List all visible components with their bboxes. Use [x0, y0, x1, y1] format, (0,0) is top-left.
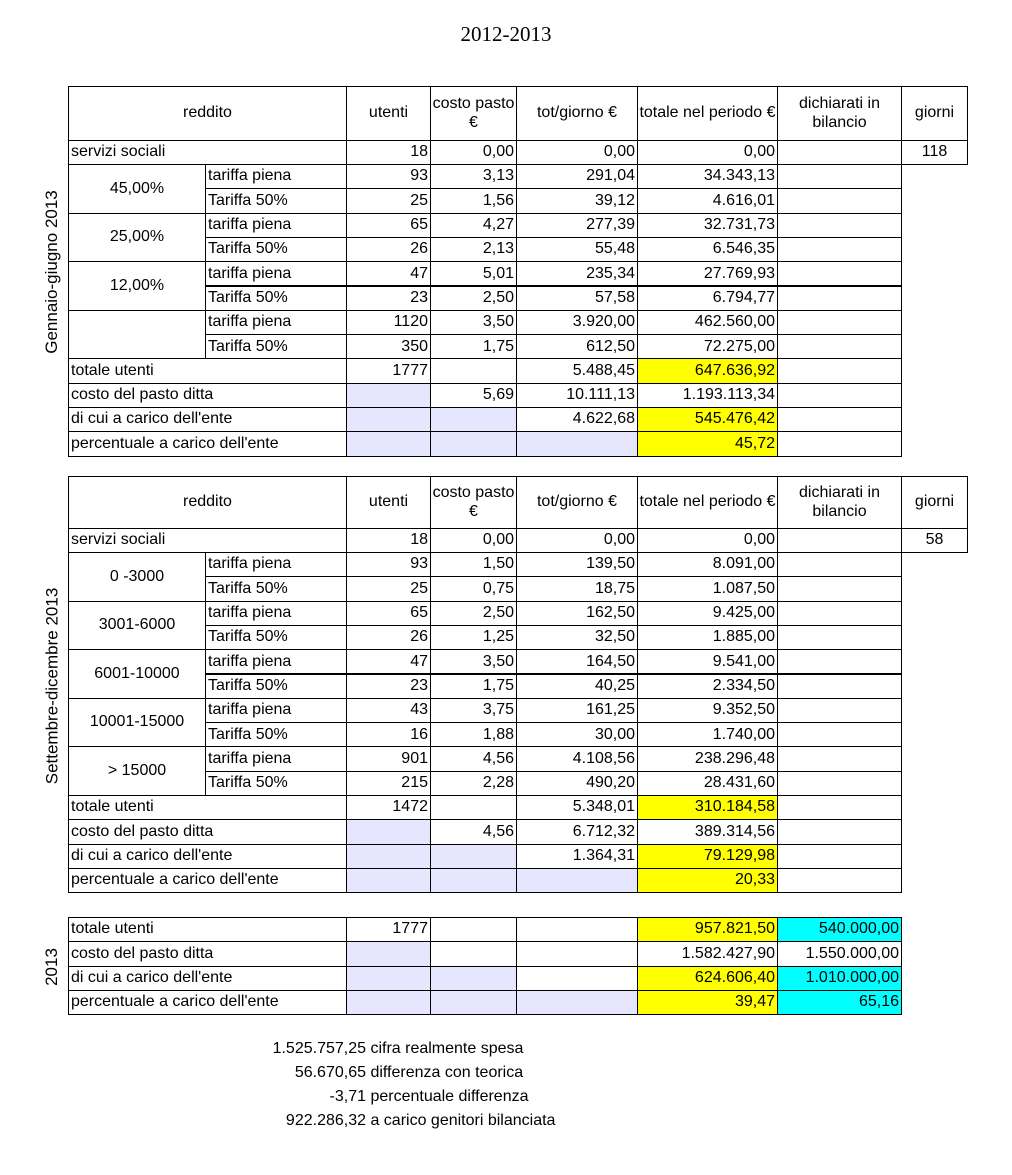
servizi-costo: 0,00	[430, 528, 517, 553]
section-label-settembre-dicembre: Settembre-dicembre 2013	[41, 587, 61, 785]
costo-ditta-dichiarati	[777, 383, 902, 408]
page-title: 2012-2013	[460, 22, 552, 46]
row-costo: 0,75	[430, 576, 517, 601]
row-tot: 612,50	[516, 334, 638, 359]
costo-ditta-utenti	[346, 941, 431, 966]
row-costo: 2,50	[430, 601, 517, 626]
totale-tot: 5.488,45	[516, 358, 638, 383]
percentuale-tot	[516, 990, 638, 1015]
row-dichiarati	[777, 237, 902, 262]
costo-ditta-periodo: 389.314,56	[637, 819, 778, 844]
costo-ditta-utenti	[346, 383, 431, 408]
note-text: a carico genitori bilanciata	[366, 1112, 556, 1129]
row-tot: 139,50	[516, 552, 638, 577]
row-costo: 2,28	[430, 771, 517, 796]
row-dichiarati	[777, 164, 902, 189]
row-dichiarati	[777, 213, 902, 238]
row-tot: 4.108,56	[516, 746, 638, 771]
row-dichiarati	[777, 746, 902, 771]
income-group-label: 3001-6000	[68, 601, 206, 651]
totale-periodo: 647.636,92	[637, 358, 778, 383]
row-utenti: 93	[346, 164, 431, 189]
row-tot: 490,20	[516, 771, 638, 796]
percentuale-label: percentuale a carico dell'ente	[68, 990, 347, 1015]
income-group-label: 45,00%	[68, 164, 206, 214]
row-periodo: 1.885,00	[637, 625, 778, 650]
row-utenti: 23	[346, 674, 431, 699]
carico-ente-label: di cui a carico dell'ente	[68, 407, 347, 432]
row-dichiarati	[777, 286, 902, 311]
totale-dichiarati	[777, 358, 902, 383]
row-tot: 55,48	[516, 237, 638, 262]
totale-utenti: 1777	[346, 358, 431, 383]
percentuale-costo	[430, 868, 517, 893]
row-costo: 1,25	[430, 625, 517, 650]
carico-utenti	[346, 844, 431, 869]
summary-note	[66, 1064, 523, 1082]
header-dichiarati: dichiarati in bilancio	[777, 476, 902, 529]
servizi-periodo: 0,00	[637, 528, 778, 553]
row-tot: 40,25	[516, 674, 638, 699]
header-reddito: reddito	[68, 476, 347, 529]
tariff-type: Tariffa 50%	[205, 188, 347, 213]
header-totale-periodo: totale nel periodo €	[637, 86, 778, 141]
row-tot: 18,75	[516, 576, 638, 601]
costo-ditta-tot: 6.712,32	[516, 819, 638, 844]
costo-ditta-dichiarati	[777, 819, 902, 844]
costo-ditta-utenti	[346, 819, 431, 844]
costo-ditta-label: costo del pasto ditta	[68, 941, 347, 966]
income-group-label: 25,00%	[68, 213, 206, 263]
costo-ditta-label: costo del pasto ditta	[68, 819, 347, 844]
row-utenti: 215	[346, 771, 431, 796]
tariff-type: Tariffa 50%	[205, 576, 347, 601]
note-text: percentuale differenza	[366, 1088, 529, 1105]
costo-ditta-tot	[516, 941, 638, 966]
row-utenti: 47	[346, 261, 431, 286]
row-dichiarati	[777, 649, 902, 674]
section-label-2013: 2013	[41, 948, 61, 986]
costo-ditta-periodo: 1.193.113,34	[637, 383, 778, 408]
row-periodo: 27.769,93	[637, 261, 778, 286]
carico-periodo: 545.476,42	[637, 407, 778, 432]
servizi-sociali-label: servizi sociali	[68, 528, 347, 553]
carico-ente-label: di cui a carico dell'ente	[68, 966, 347, 991]
carico-ente-costo	[430, 966, 517, 991]
totale-costo	[430, 795, 517, 820]
row-tot: 235,34	[516, 261, 638, 286]
tariff-type: Tariffa 50%	[205, 674, 347, 699]
row-costo: 3,75	[430, 698, 517, 723]
percentuale-dichiarati	[777, 868, 902, 893]
header-reddito: reddito	[68, 86, 347, 141]
row-utenti: 23	[346, 286, 431, 311]
row-utenti: 25	[346, 188, 431, 213]
servizi-sociali-label: servizi sociali	[68, 140, 347, 165]
row-costo: 3,13	[430, 164, 517, 189]
tariff-type: tariffa piena	[205, 164, 347, 189]
carico-dichiarati	[777, 407, 902, 432]
note-text: cifra realmente spesa	[366, 1040, 524, 1057]
row-dichiarati	[777, 722, 902, 747]
row-dichiarati	[777, 188, 902, 213]
tariff-type: tariffa piena	[205, 698, 347, 723]
row-periodo: 6.546,35	[637, 237, 778, 262]
income-group-label: 10001-15000	[68, 698, 206, 748]
servizi-periodo: 0,00	[637, 140, 778, 165]
row-periodo: 34.343,13	[637, 164, 778, 189]
row-tot: 3.920,00	[516, 310, 638, 335]
costo-ditta-periodo: 1.582.427,90	[637, 941, 778, 966]
servizi-dichiarati	[777, 528, 902, 553]
row-utenti: 26	[346, 237, 431, 262]
row-costo: 5,01	[430, 261, 517, 286]
servizi-tot: 0,00	[516, 528, 638, 553]
section-label-gennaio-giugno: Gennaio-giugno 2013	[41, 190, 61, 354]
row-utenti: 350	[346, 334, 431, 359]
row-costo: 1,50	[430, 552, 517, 577]
servizi-costo: 0,00	[430, 140, 517, 165]
row-utenti: 1120	[346, 310, 431, 335]
row-costo: 1,75	[430, 674, 517, 699]
totale-utenti-utenti: 1777	[346, 917, 431, 942]
carico-periodo: 79.129,98	[637, 844, 778, 869]
servizi-tot: 0,00	[516, 140, 638, 165]
percentuale-costo	[430, 990, 517, 1015]
row-dichiarati	[777, 576, 902, 601]
summary-note	[66, 1112, 555, 1130]
row-tot: 277,39	[516, 213, 638, 238]
row-costo: 2,50	[430, 286, 517, 311]
tariff-type: Tariffa 50%	[205, 625, 347, 650]
row-utenti: 47	[346, 649, 431, 674]
income-group-label: 12,00%	[68, 261, 206, 311]
row-dichiarati	[777, 771, 902, 796]
row-dichiarati	[777, 601, 902, 626]
row-utenti: 65	[346, 601, 431, 626]
row-periodo: 6.794,77	[637, 286, 778, 311]
servizi-utenti: 18	[346, 528, 431, 553]
row-costo: 4,27	[430, 213, 517, 238]
totale-periodo: 310.184,58	[637, 795, 778, 820]
summary-note	[66, 1040, 523, 1058]
servizi-utenti: 18	[346, 140, 431, 165]
percentuale-tot	[516, 868, 638, 893]
servizi-dichiarati	[777, 140, 902, 165]
row-periodo: 1.087,50	[637, 576, 778, 601]
carico-ente-label: di cui a carico dell'ente	[68, 844, 347, 869]
row-utenti: 901	[346, 746, 431, 771]
row-costo: 4,56	[430, 746, 517, 771]
row-periodo: 462.560,00	[637, 310, 778, 335]
summary-note	[66, 1088, 528, 1106]
row-periodo: 72.275,00	[637, 334, 778, 359]
note-value: 56.670,65	[294, 1064, 366, 1081]
income-group-label: 0 -3000	[68, 552, 206, 602]
tariff-type: tariffa piena	[205, 213, 347, 238]
row-tot: 32,50	[516, 625, 638, 650]
carico-ente-periodo: 624.606,40	[637, 966, 778, 991]
income-group-label	[68, 310, 206, 360]
header-giorni: giorni	[901, 86, 968, 141]
row-periodo: 238.296,48	[637, 746, 778, 771]
row-periodo: 32.731,73	[637, 213, 778, 238]
row-periodo: 2.334,50	[637, 674, 778, 699]
row-periodo: 4.616,01	[637, 188, 778, 213]
row-tot: 30,00	[516, 722, 638, 747]
percentuale-periodo: 20,33	[637, 868, 778, 893]
row-periodo: 1.740,00	[637, 722, 778, 747]
totale-tot: 5.348,01	[516, 795, 638, 820]
row-utenti: 43	[346, 698, 431, 723]
header-totale-periodo: totale nel periodo €	[637, 476, 778, 529]
tariff-type: tariffa piena	[205, 310, 347, 335]
row-costo: 1,75	[430, 334, 517, 359]
row-utenti: 26	[346, 625, 431, 650]
row-dichiarati	[777, 552, 902, 577]
tariff-type: tariffa piena	[205, 746, 347, 771]
carico-dichiarati	[777, 844, 902, 869]
row-costo: 3,50	[430, 649, 517, 674]
tariff-type: Tariffa 50%	[205, 334, 347, 359]
tariff-type: tariffa piena	[205, 601, 347, 626]
percentuale-costo	[430, 431, 517, 456]
row-utenti: 65	[346, 213, 431, 238]
totale-utenti-label: totale utenti	[68, 358, 347, 383]
row-dichiarati	[777, 261, 902, 286]
percentuale-periodo: 39,47	[637, 990, 778, 1015]
totale-utenti-tot	[516, 917, 638, 942]
row-costo: 1,88	[430, 722, 517, 747]
costo-ditta-dichiarati: 1.550.000,00	[777, 941, 902, 966]
header-tot-giorno: tot/giorno €	[516, 476, 638, 529]
percentuale-utenti	[346, 868, 431, 893]
totale-dichiarati	[777, 795, 902, 820]
tariff-type: Tariffa 50%	[205, 722, 347, 747]
row-dichiarati	[777, 698, 902, 723]
row-costo: 3,50	[430, 310, 517, 335]
carico-ente-utenti	[346, 966, 431, 991]
income-group-label: 6001-10000	[68, 649, 206, 699]
row-periodo: 28.431,60	[637, 771, 778, 796]
row-utenti: 93	[346, 552, 431, 577]
carico-costo	[430, 844, 517, 869]
header-utenti: utenti	[346, 86, 431, 141]
percentuale-utenti	[346, 990, 431, 1015]
tariff-type: tariffa piena	[205, 261, 347, 286]
header-utenti: utenti	[346, 476, 431, 529]
row-costo: 2,13	[430, 237, 517, 262]
row-periodo: 8.091,00	[637, 552, 778, 577]
note-value: 922.286,32	[285, 1112, 366, 1129]
percentuale-dichiarati: 65,16	[777, 990, 902, 1015]
note-value: -3,71	[329, 1088, 366, 1105]
percentuale-periodo: 45,72	[637, 431, 778, 456]
totale-utenti-dichiarati: 540.000,00	[777, 917, 902, 942]
row-dichiarati	[777, 334, 902, 359]
costo-ditta-costo: 4,56	[430, 819, 517, 844]
row-utenti: 25	[346, 576, 431, 601]
row-dichiarati	[777, 625, 902, 650]
row-periodo: 9.425,00	[637, 601, 778, 626]
tariff-type: tariffa piena	[205, 552, 347, 577]
carico-ente-dichiarati: 1.010.000,00	[777, 966, 902, 991]
totale-utenti-costo	[430, 917, 517, 942]
giorni-value: 118	[901, 140, 968, 165]
percentuale-label: percentuale a carico dell'ente	[68, 868, 347, 893]
totale-utenti: 1472	[346, 795, 431, 820]
header-dichiarati: dichiarati in bilancio	[777, 86, 902, 141]
costo-ditta-costo: 5,69	[430, 383, 517, 408]
costo-ditta-label: costo del pasto ditta	[68, 383, 347, 408]
percentuale-utenti	[346, 431, 431, 456]
totale-costo	[430, 358, 517, 383]
carico-tot: 1.364,31	[516, 844, 638, 869]
row-tot: 57,58	[516, 286, 638, 311]
row-dichiarati	[777, 674, 902, 699]
carico-ente-tot	[516, 966, 638, 991]
tariff-type: Tariffa 50%	[205, 286, 347, 311]
percentuale-label: percentuale a carico dell'ente	[68, 431, 347, 456]
carico-tot: 4.622,68	[516, 407, 638, 432]
row-utenti: 16	[346, 722, 431, 747]
carico-utenti	[346, 407, 431, 432]
row-tot: 161,25	[516, 698, 638, 723]
row-tot: 39,12	[516, 188, 638, 213]
header-costo-pasto: costo pasto €	[430, 476, 517, 529]
tariff-type: Tariffa 50%	[205, 237, 347, 262]
income-group-label: > 15000	[68, 746, 206, 796]
tariff-type: Tariffa 50%	[205, 771, 347, 796]
note-value: 1.525.757,25	[272, 1040, 366, 1057]
costo-ditta-tot: 10.111,13	[516, 383, 638, 408]
row-dichiarati	[777, 310, 902, 335]
totale-utenti-periodo: 957.821,50	[637, 917, 778, 942]
row-periodo: 9.352,50	[637, 698, 778, 723]
header-giorni: giorni	[901, 476, 968, 529]
row-tot: 164,50	[516, 649, 638, 674]
totale-utenti-label: totale utenti	[68, 795, 347, 820]
note-text: differenza con teorica	[366, 1064, 524, 1081]
percentuale-tot	[516, 431, 638, 456]
row-tot: 162,50	[516, 601, 638, 626]
row-periodo: 9.541,00	[637, 649, 778, 674]
totale-utenti-label: totale utenti	[68, 917, 347, 942]
row-costo: 1,56	[430, 188, 517, 213]
percentuale-dichiarati	[777, 431, 902, 456]
carico-costo	[430, 407, 517, 432]
giorni-value: 58	[901, 528, 968, 553]
tariff-type: tariffa piena	[205, 649, 347, 674]
row-tot: 291,04	[516, 164, 638, 189]
header-tot-giorno: tot/giorno €	[516, 86, 638, 141]
costo-ditta-costo	[430, 941, 517, 966]
header-costo-pasto: costo pasto €	[430, 86, 517, 141]
